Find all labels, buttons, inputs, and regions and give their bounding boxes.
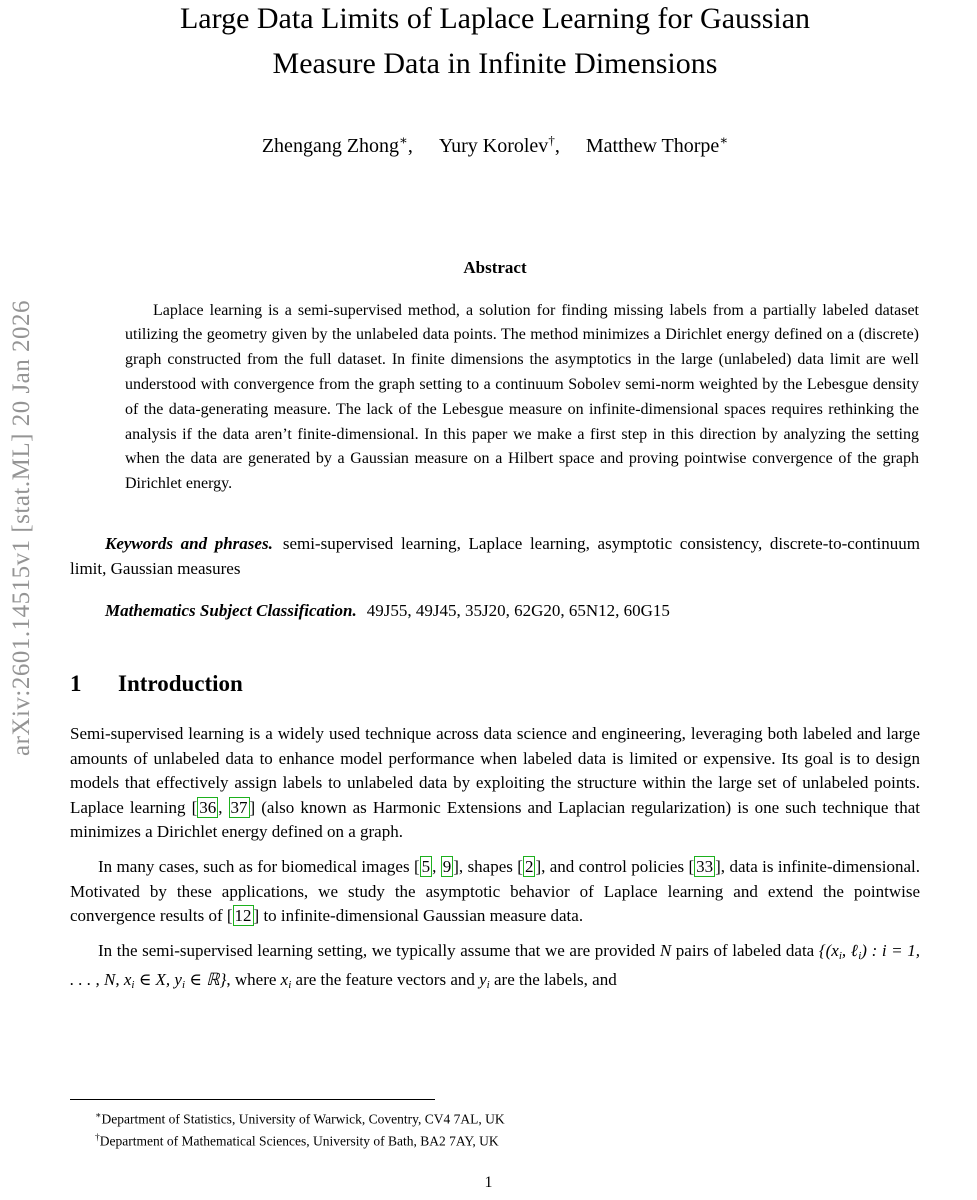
citation-ref[interactable]: 2 <box>524 857 534 876</box>
citation-ref[interactable]: 33 <box>696 857 714 876</box>
text-segment: In many cases, such as for biomedical images [ <box>98 857 420 876</box>
abstract-heading: Abstract <box>463 257 527 277</box>
author-list <box>70 132 920 158</box>
intro-paragraph-1 <box>70 722 920 845</box>
text-segment: , <box>432 857 441 876</box>
text-segment: are the feature vectors and <box>291 970 480 990</box>
author-3-mark: ∗ <box>719 132 729 147</box>
footnote-2-mark: † <box>95 1133 100 1143</box>
footnote-2 <box>70 1129 920 1151</box>
text-segment: ∈ ℝ} <box>185 970 227 990</box>
footnote-block <box>70 1099 920 1151</box>
author-2-sep: , <box>554 134 560 157</box>
intro-paragraph-2 <box>70 855 920 929</box>
text-segment: i <box>486 979 490 992</box>
text-segment: ) : i = 1, . . . , N, x <box>70 940 920 990</box>
arxiv-watermark: arXiv:2601.14515v1 [stat.ML] 20 Jan 2026 <box>8 299 35 757</box>
keywords-text: semi-supervised learning, Laplace learning, asymptotic consistency, discrete-to-continuum limit, Gaussian measures <box>70 534 920 579</box>
msc-paragraph <box>70 598 920 623</box>
citation-ref[interactable]: 36 <box>199 797 217 817</box>
text-segment: ], and control policies [ <box>535 857 695 876</box>
footnote-2-text: Department of Mathematical Sciences, University of Bath, BA2 7AY, UK <box>99 1133 499 1149</box>
text-segment: N <box>659 940 672 960</box>
text-segment: , where <box>226 970 281 990</box>
text-segment: , <box>218 797 229 817</box>
text-segment: In the semi-supervised learning setting, we typically assume that we are provided <box>98 940 660 960</box>
author-2 <box>438 132 560 157</box>
section-1-heading <box>70 671 920 697</box>
author-2-name: Yury Korolev <box>438 134 549 157</box>
abstract-text: Laplace learning is a semi-supervised method, a solution for finding missing labels from a partially labeled dataset utilizing the geometry given by the unlabeled data points. The method minimizes a Dirichlet energy defined on a (discrete) graph constructed from the full dataset. In finite dimensions the asymptotics in the large (unlabeled) data limit are well understood with convergence from the graph setting to a continuum Sobolev semi-norm weighted by the Lebesgue density of the data-generating measure. The lack of the Lebesgue measure on infinite-dimensional spaces requires rethinking the analysis if the data aren’t finite-dimensional. In this paper we make a first step in this direction by analyzing the setting when the data are generated by a Gaussian measure on a Hilbert space and proving pointwise convergence of the graph Dirichlet energy. <box>125 301 919 493</box>
keywords-paragraph <box>70 531 920 581</box>
keywords-label: Keywords and phrases. <box>105 534 273 554</box>
author-3 <box>585 132 729 157</box>
paper-title <box>70 0 920 86</box>
text-segment: ] (also known as Harmonic Extensions and Laplacian regularization) is one such technique that minimizes a Dirichlet energy defined on a graph. <box>70 797 921 842</box>
text-segment: {(x <box>818 940 839 960</box>
footnote-1 <box>70 1107 920 1129</box>
author-1 <box>261 132 413 157</box>
text-segment: x <box>280 970 289 990</box>
section-1-number: 1 <box>70 671 82 697</box>
msc-text: 49J55, 49J45, 35J20, 62G20, 65N12, 60G15 <box>366 601 670 621</box>
text-segment: Semi-supervised learning is a widely used technique across data science and engineering, leveraging both labeled and large amounts of unlabeled data to enhance model performance when labeled data is limited or expensive. Its goal is to design models that effectively assign labels to unlabeled data by exploiting the structure within the large set of unlabeled points. Laplace learning [ <box>70 724 920 817</box>
intro-paragraph-3 <box>70 939 920 998</box>
citation-ref[interactable]: 9 <box>442 857 452 876</box>
author-1-name: Zhengang Zhong <box>261 134 400 157</box>
paper-title-line2: Measure Data in Infinite Dimensions <box>272 47 718 80</box>
section-1-title: Introduction <box>118 671 243 697</box>
paper-title-line1: Large Data Limits of Laplace Learning for Gaussian <box>179 2 811 35</box>
text-segment: ∈ X, y <box>134 970 182 990</box>
footnote-rule <box>70 1099 435 1100</box>
text-segment: i <box>858 949 862 962</box>
footnote-1-text: Department of Statistics, University of Warwick, Coventry, CV4 7AL, UK <box>101 1111 505 1127</box>
page-number: 1 <box>484 1174 493 1191</box>
author-1-sep: , <box>407 134 413 157</box>
text-segment: pairs of labeled data <box>671 940 819 960</box>
author-1-mark: ∗ <box>399 132 408 147</box>
citation-ref[interactable]: 12 <box>234 906 252 926</box>
text-segment: i <box>181 979 186 992</box>
text-segment: i <box>131 979 135 992</box>
text-segment: , ℓ <box>841 940 859 960</box>
msc-label: Mathematics Subject Classification. <box>105 601 357 621</box>
citation-ref[interactable]: 5 <box>421 857 431 876</box>
text-segment: y <box>479 970 487 990</box>
citation-ref[interactable]: 37 <box>230 797 248 817</box>
text-segment: i <box>838 949 842 962</box>
paper-content <box>70 0 920 998</box>
author-2-mark: † <box>548 132 555 147</box>
author-3-name: Matthew Thorpe <box>585 134 720 157</box>
footnote-1-mark: ∗ <box>95 1111 102 1121</box>
text-segment: ], data is infinite-dimensional. Motivated by these applications, we study the asymptotic behavior of Laplace learning and extend the pointwise convergence results of [ <box>70 857 920 926</box>
text-segment: are the labels, and <box>489 970 617 990</box>
text-segment: ] to infinite-dimensional Gaussian measure data. <box>253 906 584 926</box>
text-segment: i <box>288 979 292 992</box>
text-segment: ], shapes [ <box>453 857 523 876</box>
